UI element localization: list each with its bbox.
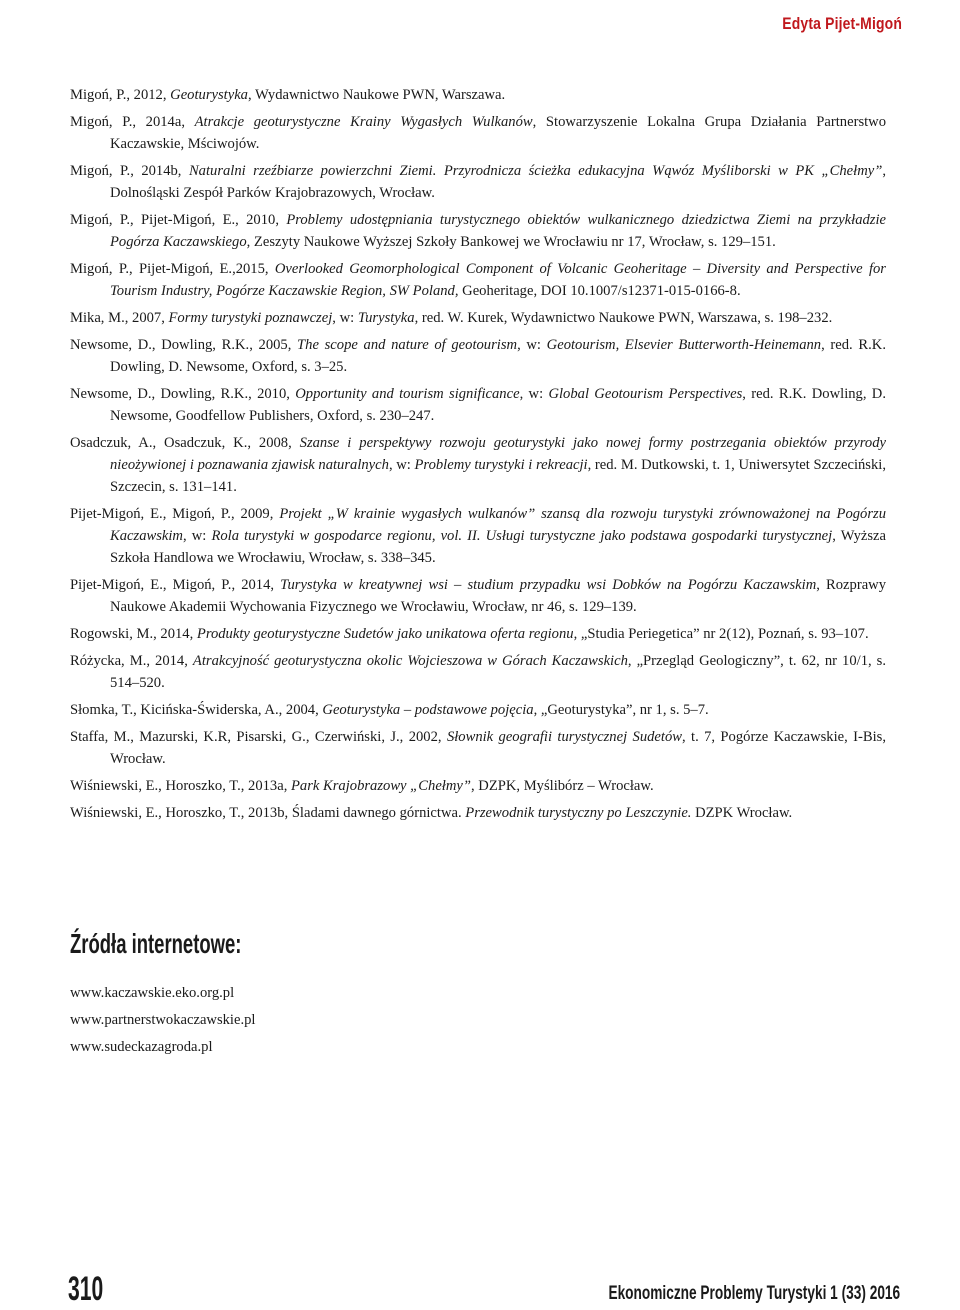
reference-text: Osadczuk, A., Osadczuk, K., 2008,	[70, 435, 300, 452]
reference-entry	[70, 335, 886, 379]
reference-text: , Zeszyty Naukowe Wyższej Szkoły Bankowej we Wrocławiu nr 17, Wrocław, s. 129–151.	[246, 233, 776, 250]
internet-source-link[interactable]: www.sudeckazagroda.pl	[70, 1038, 213, 1055]
running-header-author: Edyta Pijet-Migoń	[782, 14, 902, 33]
internet-source-link[interactable]: www.partnerstwokaczawskie.pl	[70, 1011, 256, 1028]
reference-entry	[70, 433, 886, 498]
reference-entry	[70, 384, 886, 428]
reference-text: Wiśniewski, E., Horoszko, T., 2013b, Śladami dawnego górnictwa.	[70, 805, 466, 822]
reference-title: Problemy turystyki i rekreacji	[414, 457, 588, 474]
reference-title: Atrakcyjność geoturystyczna okolic Wojcieszowa w Górach Kaczawskich	[192, 653, 628, 670]
reference-title: Overlooked Geomorphological Component of Volcanic Geoheritage – Diversity and Perspective for Tourism Industry, Pogórze Kaczawskie Region, SW Poland,	[110, 261, 886, 299]
reference-title: Produkty geoturystyczne Sudetów jako unikatowa oferta regionu	[196, 625, 574, 642]
internet-sources-heading: Źródła internetowe:	[70, 928, 242, 959]
reference-title: Formy turystyki poznawczej	[168, 310, 333, 327]
reference-title: Park Krajobrazowy „Chełmy”	[291, 778, 471, 795]
reference-text: , Rozprawy Naukowe Akademii Wychowania Fizycznego we Wrocławiu, Wrocław, nr 46, s. 129–139.	[110, 576, 887, 615]
reference-text: , red. M. Dutkowski, t. 1, Uniwersytet Szczeciński, Szczecin, s. 131–141.	[110, 457, 886, 495]
reference-text: Migoń, P., Pijet-Migoń, E., 2010,	[70, 212, 287, 229]
reference-text: Migoń, P., Pijet-Migoń, E.,2015,	[70, 261, 275, 278]
reference-entry	[70, 161, 886, 205]
reference-title: Rola turystyki w gospodarce regionu, vol. II. Usługi turystyczne jako podstawa gospodarki turystycznej	[211, 527, 833, 544]
reference-text: , Wyższa Szkoła Handlowa we Wrocławiu, Wrocław, s. 338–345.	[110, 527, 887, 566]
reference-title: Opportunity and tourism significance	[295, 386, 520, 403]
reference-text: Newsome, D., Dowling, R.K., 2005,	[70, 337, 298, 354]
reference-text: , Wydawnictwo Naukowe PWN, Warszawa.	[247, 87, 506, 103]
reference-title: Geoturystyka – podstawowe pojęcia	[322, 702, 534, 718]
reference-text: Pijet-Migoń, E., Migoń, P., 2009,	[70, 506, 280, 523]
reference-text: Pijet-Migoń, E., Migoń, P., 2014,	[70, 576, 281, 593]
reference-text: Rogowski, M., 2014,	[70, 625, 197, 642]
reference-title: Problemy udostępniania turystycznego obiektów wulkanicznego dziedzictwa Ziemi na przykładzie Pogórza Kaczawskiego	[110, 212, 887, 250]
reference-title: Turystyka	[357, 310, 415, 327]
reference-entry	[70, 210, 886, 254]
reference-title: Projekt „W krainie wygasłych wulkanów” szansą dla rozwoju turystyki zrównoważonej na Pogórzu Kaczawskim	[110, 506, 886, 544]
reference-title: Słownik geografii turystycznej Sudetów	[446, 729, 682, 746]
reference-text: Słomka, T., Kicińska-Świderska, A., 2004,	[70, 702, 323, 718]
reference-text: , „Przegląd Geologiczny”, t. 62, nr 10/1, s. 514–520.	[110, 653, 887, 691]
reference-text: Migoń, P., 2012,	[70, 87, 171, 103]
internet-sources-list	[70, 983, 255, 1063]
reference-title: Przewodnik turystyczny po Leszczynie.	[465, 805, 692, 822]
reference-text: Wiśniewski, E., Horoszko, T., 2013a,	[70, 778, 291, 795]
reference-entry	[70, 727, 886, 771]
reference-text: , w:	[517, 337, 547, 354]
reference-entry	[70, 624, 886, 646]
reference-text: , w:	[388, 457, 415, 474]
reference-title: Szanse i perspektywy rozwoju geoturystyki jako nowej formy postrzegania obiektów przyrody nieożywionej i poznawania zjawisk naturalnych	[110, 435, 886, 474]
page-number: 310	[68, 1270, 104, 1308]
reference-title: Geoturystyka	[170, 87, 248, 103]
reference-entry	[70, 504, 886, 569]
reference-text: , „Studia Periegetica” nr 2(12), Poznań, s. 93–107.	[573, 625, 869, 642]
reference-text: Mika, M., 2007,	[70, 310, 169, 327]
reference-text: , red. W. Kurek, Wydawnictwo Naukowe PWN, Warszawa, s. 198–232.	[414, 310, 833, 327]
reference-entry	[70, 85, 886, 107]
reference-text: Staffa, M., Mazurski, K.R, Pisarski, G., Czerwiński, J., 2002,	[70, 729, 447, 746]
reference-text: , Stowarzyszenie Lokalna Grupa Działania Partnerstwo Kaczawskie, Mściwojów.	[110, 114, 887, 152]
reference-title: The scope and nature of geotourism	[297, 337, 518, 354]
reference-entry	[70, 308, 886, 330]
reference-entry	[70, 259, 886, 303]
reference-entry	[70, 700, 886, 722]
reference-text: Newsome, D., Dowling, R.K., 2010,	[70, 386, 296, 403]
reference-text: , DZPK, Myślibórz – Wrocław.	[471, 778, 654, 795]
reference-title: Atrakcje geoturystyczne Krainy Wygasłych Wulkanów	[194, 114, 533, 131]
reference-title: Geotourism, Elsevier Butterworth-Heinemann	[546, 337, 822, 354]
reference-text: DZPK Wrocław.	[691, 805, 793, 822]
reference-entry	[70, 112, 886, 156]
reference-entry	[70, 651, 886, 695]
reference-text: , w:	[332, 310, 358, 327]
reference-text: , red. R.K. Dowling, D. Newsome, Goodfellow Publishers, Oxford, s. 230–247.	[110, 386, 886, 425]
internet-source-link[interactable]: www.kaczawskie.eko.org.pl	[70, 985, 235, 1001]
reference-title: Naturalni rzeźbiarze powierzchni Ziemi. Przyrodnicza ścieżka edukacyjna Wąwóz Myśliborski w PK „Chełmy”	[188, 163, 883, 180]
reference-entry	[70, 575, 886, 619]
reference-title: Turystyka w kreatywnej wsi – studium przypadku wsi Dobków na Pogórzu Kaczawskim	[280, 576, 817, 593]
reference-title: Global Geotourism Perspectives	[548, 386, 743, 403]
reference-text: Migoń, P., 2014b,	[70, 163, 189, 180]
reference-text: Różycka, M., 2014,	[70, 653, 193, 670]
reference-text: , Dolnośląski Zespół Parków Krajobrazowych, Wrocław.	[110, 163, 886, 201]
reference-text: , „Geoturystyka”, nr 1, s. 5–7.	[533, 702, 709, 718]
reference-entry	[70, 803, 886, 825]
reference-entry	[70, 776, 886, 798]
bibliography-list	[70, 85, 886, 831]
reference-text: , t. 7, Pogórze Kaczawskie, I-Bis, Wrocław.	[110, 729, 887, 767]
reference-text: Migoń, P., 2014a,	[70, 114, 195, 131]
journal-title: Ekonomiczne Problemy Turystyki 1 (33) 2016	[608, 1283, 900, 1304]
reference-text: , w:	[519, 386, 549, 403]
reference-text: Geoheritage, DOI 10.1007/s12371-015-0166-8.	[458, 282, 741, 299]
reference-text: , w:	[182, 527, 212, 544]
reference-text: , red. R.K. Dowling, D. Newsome, Oxford, s. 3–25.	[110, 337, 886, 376]
